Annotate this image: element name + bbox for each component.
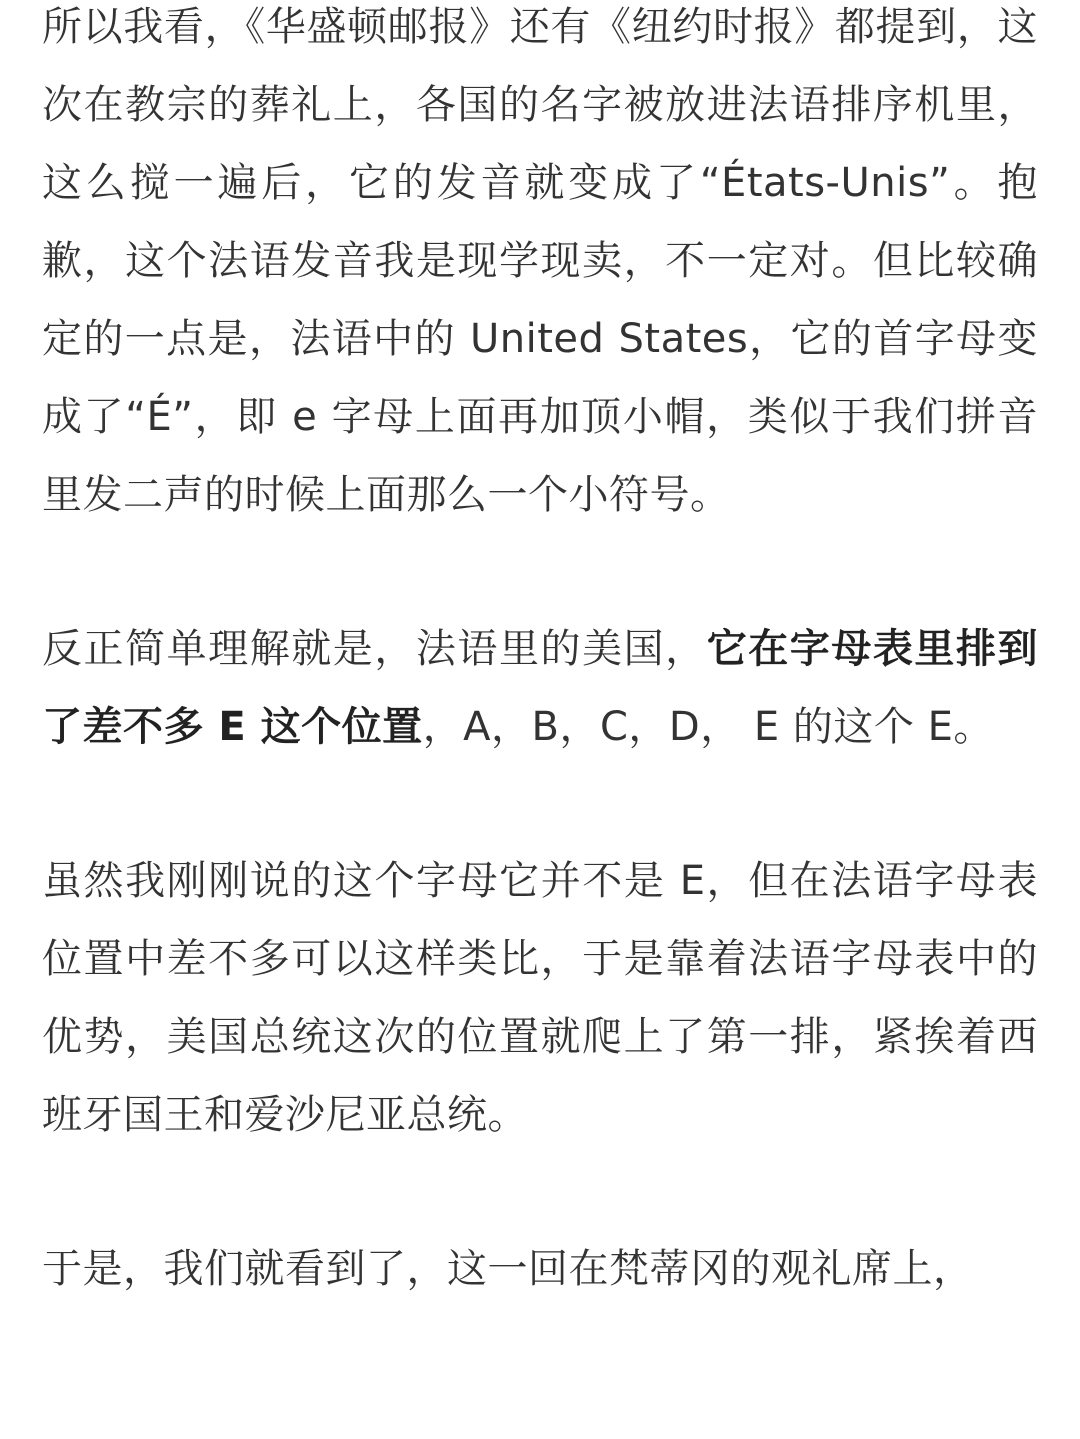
article-body — [42, 0, 1038, 1384]
paragraph-3 — [42, 842, 1038, 1154]
paragraph-2-text-a: 反正简单理解就是，法语里的美国， — [42, 626, 707, 672]
paragraph-2 — [42, 610, 1038, 766]
paragraph-2-bold-text: 它在字母表里排到了差不多 E 这个位置 — [42, 626, 1039, 750]
paragraph-1 — [42, 0, 1038, 534]
paragraph-1-text: 所以我看，《华盛顿邮报》还有《纽约时报》都提到，这次在教宗的葬礼上，各国的名字被放进法语排序机里，这么搅一遍后，它的发音就变成了“États-Unis”。抱歉，这个法语发音我是现学现卖，不一定对。但比较确定的一点是，法语中的 United States，它的首字母变成了“É”，即 e 字母上面再加顶小帽，类似于我们拼音里发二声的时候上面那么一个小符号。 — [42, 4, 1038, 518]
paragraph-4 — [42, 1230, 1038, 1308]
paragraph-2-text-b: ，A，B，C，D， E 的这个 E。 — [422, 704, 994, 750]
paragraph-3-text: 虽然我刚刚说的这个字母它并不是 E，但在法语字母表位置中差不多可以这样类比，于是靠着法语字母表中的优势，美国总统这次的位置就爬上了第一排，紧挨着西班牙国王和爱沙尼亚总统。 — [42, 858, 1038, 1138]
paragraph-4-text: 于是，我们就看到了，这一回在梵蒂冈的观礼席上， — [42, 1246, 974, 1292]
